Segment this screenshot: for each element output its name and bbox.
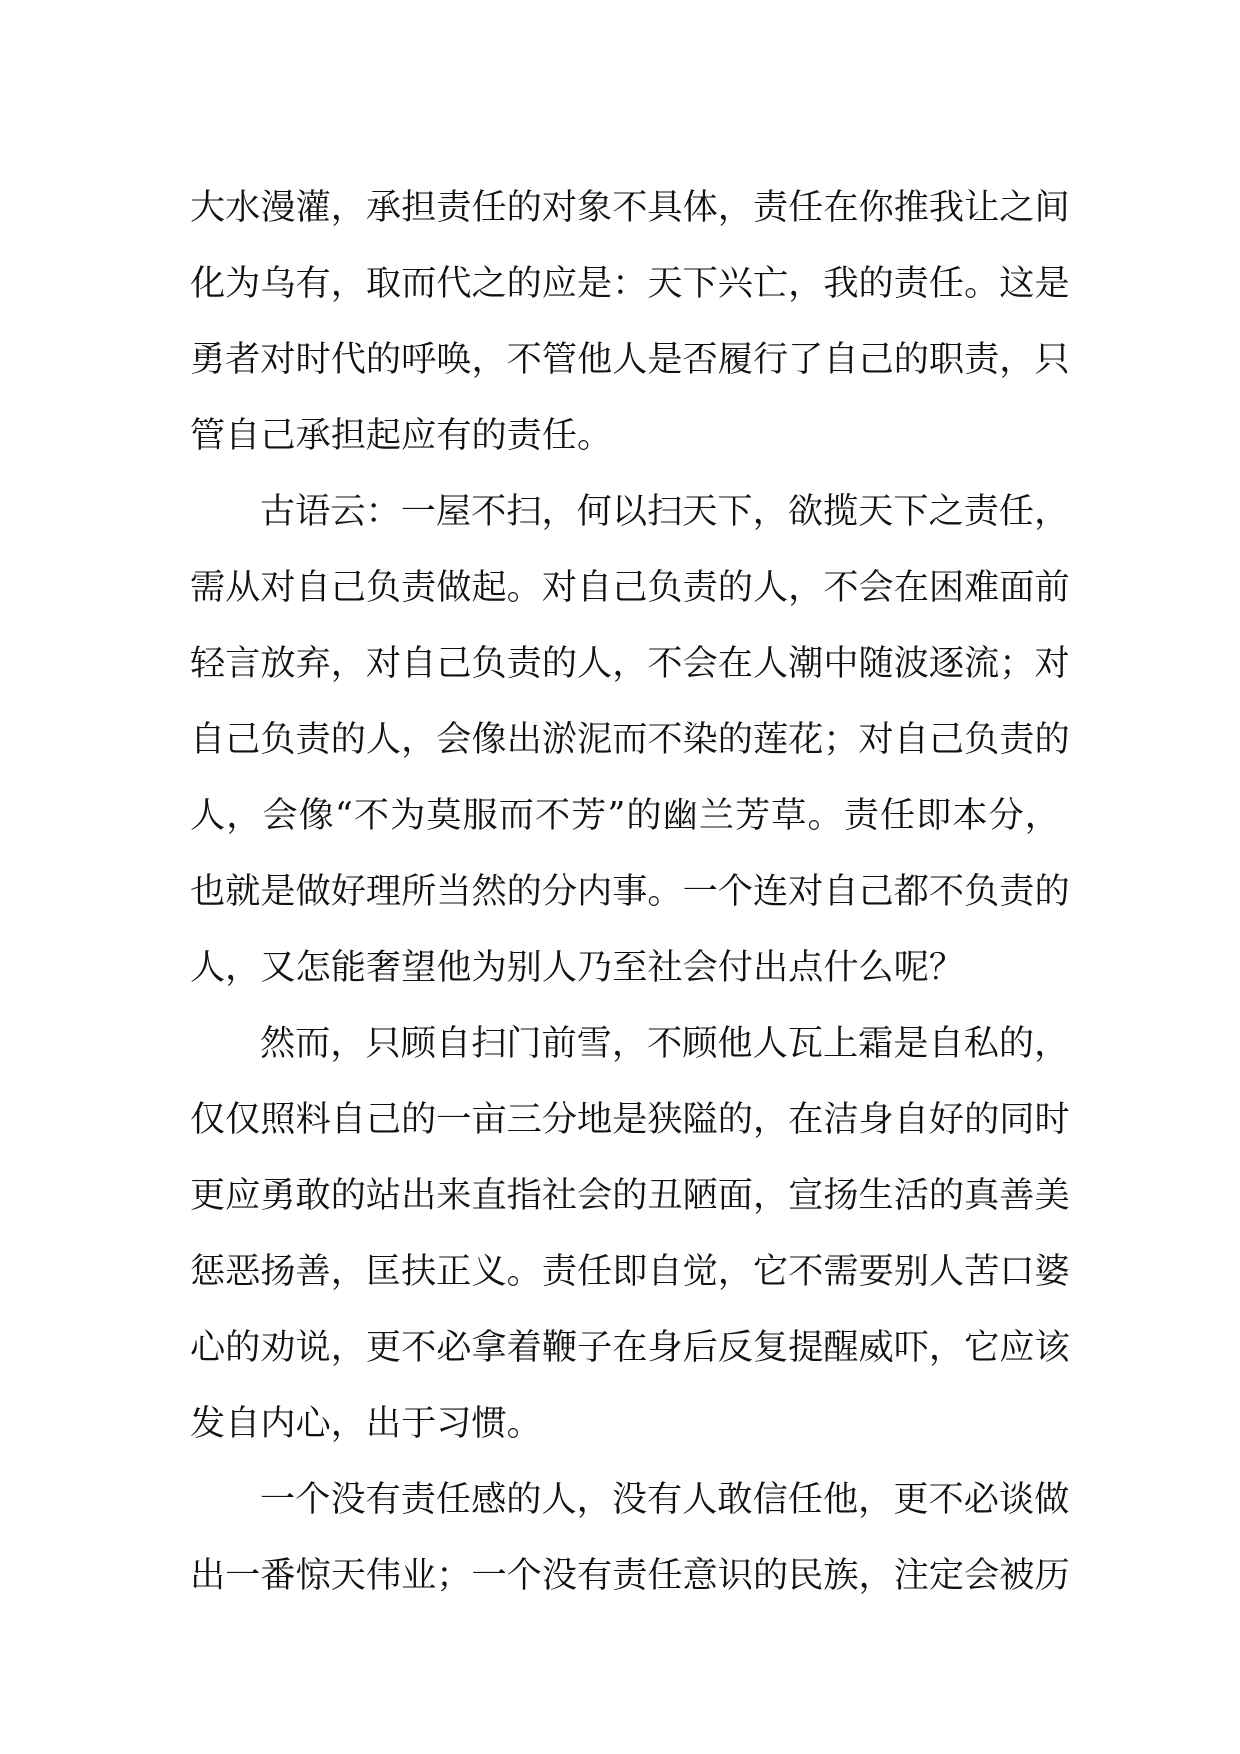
- paragraph-1-line-2: 化为乌有，取而代之的应是：天下兴亡，我的责任。这是: [190, 263, 1070, 304]
- paragraph-3-line-2: 仅仅照料自己的一亩三分地是狭隘的，在洁身自好的同时: [190, 1099, 1070, 1140]
- paragraph-2-line-5: 人，会像“不为莫服而不芳”的幽兰芳草。责任即本分，: [190, 795, 1060, 836]
- paragraph-3-line-6: 发自内心，出于习惯。: [190, 1403, 542, 1444]
- paragraph-4-line-2: 出一番惊天伟业；一个没有责任意识的民族，注定会被历: [190, 1555, 1070, 1596]
- paragraph-2-line-4: 自己负责的人，会像出淤泥而不染的莲花；对自己负责的: [190, 719, 1070, 760]
- body-text: [190, 170, 1070, 1614]
- paragraph-2-line-6: 也就是做好理所当然的分内事。一个连对自己都不负责的: [190, 871, 1070, 912]
- paragraph-3-line-3: 更应勇敢的站出来直指社会的丑陋面，宣扬生活的真善美: [190, 1175, 1070, 1216]
- paragraph-1-line-1: 大水漫灌，承担责任的对象不具体，责任在你推我让之间: [190, 187, 1070, 228]
- paragraph-3-line-1: 然而，只顾自扫门前雪，不顾他人瓦上霜是自私的，: [260, 1023, 1070, 1064]
- paragraph-1-line-4: 管自己承担起应有的责任。: [190, 415, 613, 456]
- paragraph-2-line-7: 人，又怎能奢望他为别人乃至社会付出点什么呢？: [190, 947, 965, 988]
- paragraph-2-line-3: 轻言放弃，对自己负责的人，不会在人潮中随波逐流；对: [190, 643, 1070, 684]
- paragraph-1-line-3: 勇者对时代的呼唤，不管他人是否履行了自己的职责，只: [190, 339, 1070, 380]
- paragraph-2-line-2: 需从对自己负责做起。对自己负责的人，不会在困难面前: [190, 567, 1070, 608]
- paragraph-3-line-4: 惩恶扬善，匡扶正义。责任即自觉，它不需要别人苦口婆: [190, 1251, 1070, 1292]
- paragraph-3-line-5: 心的劝说，更不必拿着鞭子在身后反复提醒威吓，它应该: [190, 1327, 1070, 1368]
- paragraph-4-line-1: 一个没有责任感的人，没有人敢信任他，更不必谈做: [260, 1479, 1070, 1520]
- paragraph-2-line-1: 古语云：一屋不扫，何以扫天下，欲揽天下之责任，: [260, 491, 1070, 532]
